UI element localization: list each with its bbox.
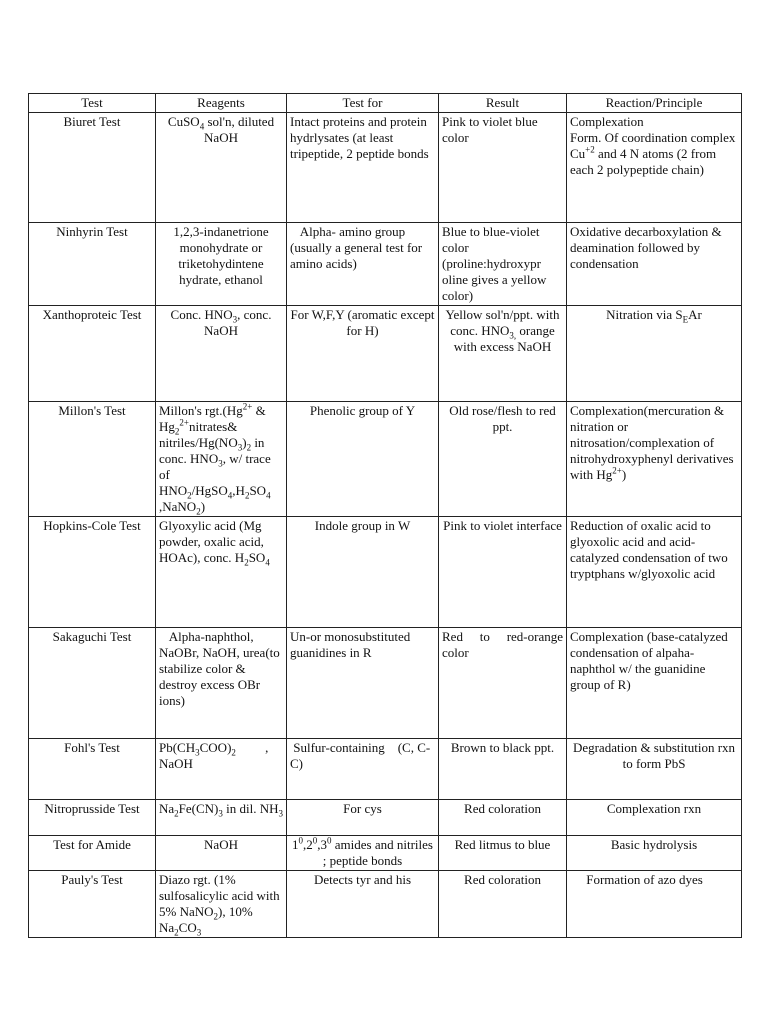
header-test-for: Test for	[287, 94, 439, 113]
cell-principle: Formation of azo dyes	[567, 871, 742, 938]
table-row	[29, 628, 742, 739]
cell-result: Red litmus to blue	[439, 836, 567, 871]
cell-result: Brown to black ppt.	[439, 739, 567, 800]
cell-test: Hopkins-Cole Test	[29, 517, 156, 628]
cell-principle: Complexation rxn	[567, 800, 742, 836]
cell-test-for: Intact proteins and protein hydrlysates (at least tripeptide, 2 peptide bonds	[287, 113, 439, 223]
table-row	[29, 223, 742, 306]
cell-test-for: $1^0,2^0,3^0$ amides and nitriles ; peptide bonds	[287, 836, 439, 871]
protein-tests-table	[28, 93, 742, 938]
cell-test-for: Un-or monosubstituted guanidines in R	[287, 628, 439, 739]
cell-result: Blue to blue-violet color (proline:hydroxypr oline gives a yellow color)	[439, 223, 567, 306]
cell-reagents: 1,2,3-indanetrione monohydrate or triketohydintene hydrate, ethanol	[156, 223, 287, 306]
cell-principle: Reduction of oxalic acid to glyoxolic acid and acid-catalyzed condensation of two tryptphans w/glyoxolic acid	[567, 517, 742, 628]
cell-test: Ninhyrin Test	[29, 223, 156, 306]
cell-principle: Basic hydrolysis	[567, 836, 742, 871]
cell-reagents: Diazo rgt. (1% sulfosalicylic acid with 5% NaNO$_2$), 10% $Na_2CO_3$	[156, 871, 287, 938]
cell-reagents: Glyoxylic acid (Mg powder, oxalic acid, HOAc), conc. $H_2SO_4$	[156, 517, 287, 628]
cell-result: Red coloration	[439, 871, 567, 938]
cell-reagents: Alpha-naphthol, NaOBr, NaOH, urea(to stabilize color & destroy excess OBr ions)	[156, 628, 287, 739]
cell-reagents: CuSO$_4$ sol'n, diluted NaOH	[156, 113, 287, 223]
table-row	[29, 306, 742, 402]
cell-test: Xanthoproteic Test	[29, 306, 156, 402]
cell-test: Sakaguchi Test	[29, 628, 156, 739]
table-row	[29, 113, 742, 223]
cell-test-for: Alpha- amino group (usually a general test for amino acids)	[287, 223, 439, 306]
cell-reagents: $Na_2Fe(CN)_3$ in dil. $NH_3$	[156, 800, 287, 836]
cell-test: Biuret Test	[29, 113, 156, 223]
cell-test-for: For W,F,Y (aromatic except for H)	[287, 306, 439, 402]
cell-reagents: NaOH	[156, 836, 287, 871]
cell-result: Yellow sol'n/ppt. with conc. $HNO_{3,}$ orange with excess NaOH	[439, 306, 567, 402]
table-header-row	[29, 94, 742, 113]
table-row	[29, 402, 742, 517]
table-row	[29, 739, 742, 800]
cell-test: Pauly's Test	[29, 871, 156, 938]
cell-result: Pink to violet interface	[439, 517, 567, 628]
cell-test-for: Sulfur-containing (C, C-C)	[287, 739, 439, 800]
cell-reagents: $Pb(CH_3COO)_2$ , NaOH	[156, 739, 287, 800]
cell-test: Fohl's Test	[29, 739, 156, 800]
table-row	[29, 836, 742, 871]
cell-principle: Degradation & substitution rxn to form PbS	[567, 739, 742, 800]
table-row	[29, 871, 742, 938]
header-result: Result	[439, 94, 567, 113]
header-principle: Reaction/Principle	[567, 94, 742, 113]
table-row	[29, 800, 742, 836]
cell-principle: Complexation Form. Of coordination complex $Cu^{+2}$ and 4 N atoms (2 from each 2 polypeptide chain)	[567, 113, 742, 223]
cell-reagents: Millon's $rgt.(Hg^{2+}$ & $Hg_2^{2+}nitrates\&$ nitriles/$Hg(NO_3)_2$ in conc. $HNO_3$, w/ trace of $HNO_2/HgSO_4,H_2SO_4$ ,NaNO$_2$)	[156, 402, 287, 517]
header-test: Test	[29, 94, 156, 113]
cell-result: Pink to violet blue color	[439, 113, 567, 223]
cell-test: Nitroprusside Test	[29, 800, 156, 836]
cell-reagents: Conc. $HNO_3$, conc. NaOH	[156, 306, 287, 402]
cell-result: Red to red-orange color	[439, 628, 567, 739]
cell-result: Red coloration	[439, 800, 567, 836]
cell-principle: Oxidative decarboxylation & deamination followed by condensation	[567, 223, 742, 306]
cell-test-for: For cys	[287, 800, 439, 836]
cell-test-for: Phenolic group of Y	[287, 402, 439, 517]
cell-test: Test for Amide	[29, 836, 156, 871]
cell-principle: Complexation (base-catalyzed condensation of alpaha-naphthol w/ the guanidine group of R)	[567, 628, 742, 739]
header-reagents: Reagents	[156, 94, 287, 113]
cell-test-for: Indole group in W	[287, 517, 439, 628]
cell-result: Old rose/flesh to red ppt.	[439, 402, 567, 517]
cell-test: Millon's Test	[29, 402, 156, 517]
cell-principle: Complexation(mercuration & nitration or nitrosation/complexation of nitrohydroxyphenyl derivatives with $Hg^{2+}$)	[567, 402, 742, 517]
cell-principle: Nitration via $S_EAr$	[567, 306, 742, 402]
cell-test-for: Detects tyr and his	[287, 871, 439, 938]
table-row	[29, 517, 742, 628]
